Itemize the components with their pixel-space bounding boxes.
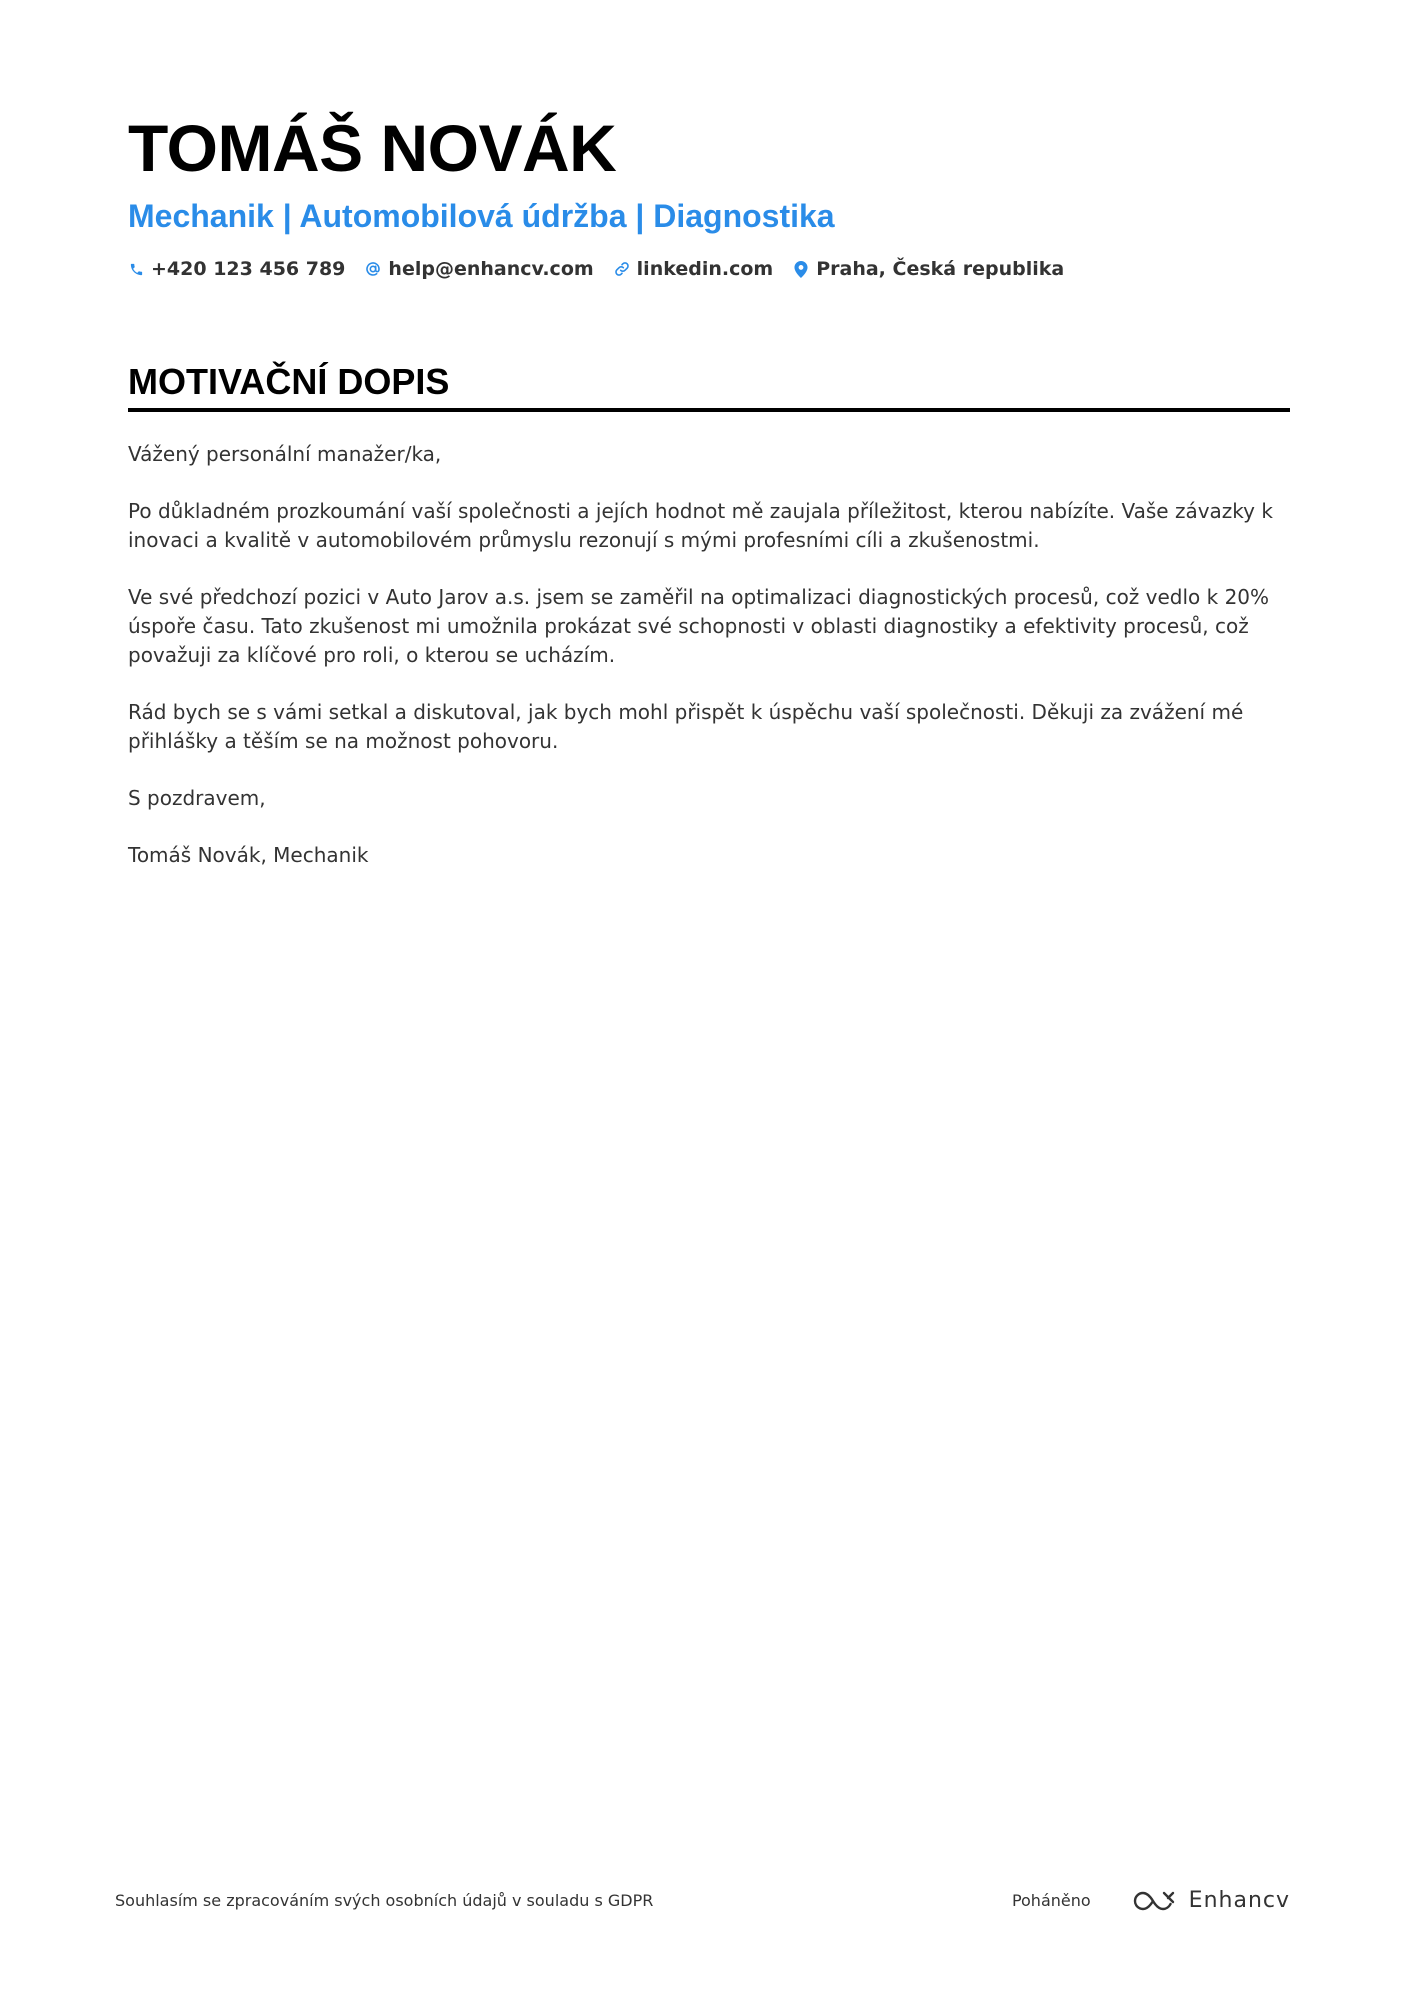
section-title: MOTIVAČNÍ DOPIS	[128, 361, 450, 402]
enhancv-brand-name: Enhancv	[1188, 1888, 1290, 1913]
link-icon	[614, 260, 630, 278]
section-divider	[128, 408, 1290, 412]
contact-phone	[128, 258, 345, 280]
letter-body	[128, 440, 1290, 870]
letter-greeting: Vážený personální manažer/ka,	[128, 442, 442, 466]
candidate-name: TOMÁŠ NOVÁK	[128, 111, 617, 185]
cover-letter-page	[128, 108, 1290, 898]
enhancv-logo[interactable]	[1131, 1888, 1290, 1913]
contact-location	[793, 258, 1064, 280]
page-footer	[115, 1888, 1290, 1913]
contact-row	[128, 258, 1290, 280]
contact-email-text[interactable]: help@enhancv.com	[388, 258, 594, 280]
letter-paragraph: Po důkladném prozkoumání vaší společnosti a jejích hodnot mě zaujala příležitost, kterou nabízíte. Vaše závazky k inovaci a kvalitě v automobilovém průmyslu rezonují s mými profesními cíli a zkušenostmi.	[128, 499, 1273, 552]
powered-label: Poháněno	[1011, 1891, 1091, 1910]
letter-signature: Tomáš Novák, Mechanik	[128, 843, 369, 867]
location-pin-icon	[793, 260, 809, 278]
at-icon	[365, 260, 381, 278]
candidate-headline: Mechanik | Automobilová údržba | Diagnostika	[128, 198, 835, 234]
letter-paragraph: Rád bych se s vámi setkal a diskutoval, jak bych mohl přispět k úspěchu vaší společnosti. Děkuji za zvážení mé přihlášky a těším se na možnost pohovoru.	[128, 700, 1244, 753]
letter-closing: S pozdravem,	[128, 786, 266, 810]
contact-email[interactable]	[365, 258, 593, 280]
letter-paragraph: Ve své předchozí pozici v Auto Jarov a.s. jsem se zaměřil na optimalizaci diagnostických procesů, což vedlo k 20% úspoře času. Tato zkušenost mi umožnila prokázat své schopnosti v oblasti diagnostiky a efektivity procesů, což považuji za klíčové pro roli, o kterou se ucházím.	[128, 585, 1270, 667]
phone-icon	[128, 260, 144, 278]
powered-by[interactable]	[1012, 1888, 1290, 1913]
contact-phone-text: +420 123 456 789	[151, 258, 346, 280]
contact-location-text: Praha, Česká republika	[816, 258, 1065, 280]
contact-linkedin-text[interactable]: linkedin.com	[636, 258, 774, 280]
gdpr-consent: Souhlasím se zpracováním svých osobních údajů v souladu s GDPR	[115, 1891, 654, 1910]
contact-linkedin[interactable]	[614, 258, 774, 280]
enhancv-logo-icon	[1131, 1889, 1177, 1913]
